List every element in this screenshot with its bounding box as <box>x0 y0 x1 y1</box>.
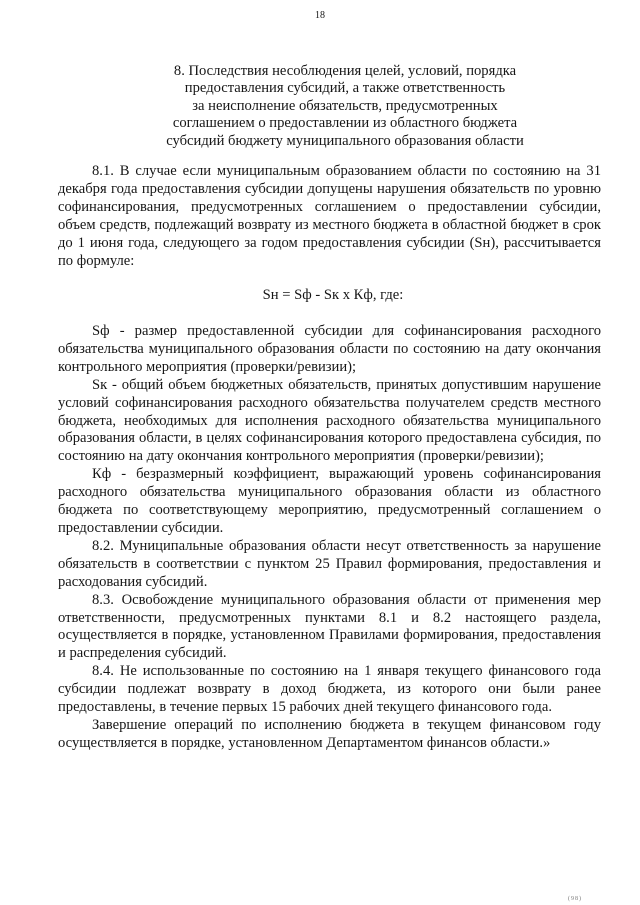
definition-kf: Кф - безразмерный коэффициент, выражающий уровень софинансирования расходного обязательства муниципального образования области из областного бюджета по соответствующему мероприятию, предусмотренный соглашением о предоставлении субсидии. <box>58 466 601 536</box>
paragraph-8-4: 8.4. Не использованные по состоянию на 1 января текущего финансового года субсидии подлежат возврату в доход бюджета, из которого они были ранее предоставлены, в течение первых 15 рабочих дней текущего финансового года. <box>58 663 601 716</box>
heading-line: предоставления субсидий, а также ответственность <box>184 80 506 97</box>
section-heading <box>120 63 570 150</box>
closing-paragraph: Завершение операций по исполнению бюджета в текущем финансовом году осуществляется в порядке, установленном Департаментом финансов области.» <box>58 716 601 751</box>
definitions-block <box>58 323 601 753</box>
heading-line: соглашением о предоставлении из областного бюджета <box>172 115 518 132</box>
paragraph-8-1: 8.1. В случае если муниципальным образованием области по состоянию на 31 декабря года предоставления субсидии допущены нарушения обязательств по уровню софинансирования, предусмотренных соглашением о предоставлении субсидии, объем средств, подлежащий возврату из местного бюджета в областной бюджет в срок до 1 июня года, следующего за годом предоставления субсидии (Sн), рассчитывается по формуле: <box>58 163 601 269</box>
paragraph-8-3: 8.3. Освобождение муниципального образования области от применения мер ответственности, предусмотренных пунктами 8.1 и 8.2 настоящего раздела, осуществляется в порядке, установленном Правилами формирования, предоставления и распределения субсидий. <box>58 591 601 662</box>
page-number: 18 <box>315 10 325 21</box>
footer-mark: (98) <box>568 896 582 902</box>
heading-line: субсидий бюджету муниципального образования области <box>166 132 524 149</box>
formula: Sн = Sф - Sк х Кф, где: <box>262 287 404 303</box>
definition-sk: Sк - общий объем бюджетных обязательств, принятых допустившим нарушение условий софинансирования расходного обязательства получателем средств местного бюджета, необходимых для исполнения расходного обязательства муниципального образования области, в целях софинансирования которого предоставлена субсидия, по состоянию на дату окончания контрольного мероприятия (проверки/ревизии); <box>58 376 601 465</box>
definition-sf: Sф - размер предоставленной субсидии для софинансирования расходного обязательства муниципального образования области по состоянию на дату окончания контрольного мероприятия (проверки/ревизии); <box>58 323 601 375</box>
heading-line: за неисполнение обязательств, предусмотренных <box>192 97 498 114</box>
paragraph-8-1-block <box>58 163 601 270</box>
paragraph-8-2: 8.2. Муниципальные образования области несут ответственность за нарушение обязательств в соответствии с пунктом 25 Правил формирования, предоставления и расходования субсидий. <box>58 537 601 590</box>
heading-line: 8. Последствия несоблюдения целей, условий, порядка <box>173 63 517 79</box>
